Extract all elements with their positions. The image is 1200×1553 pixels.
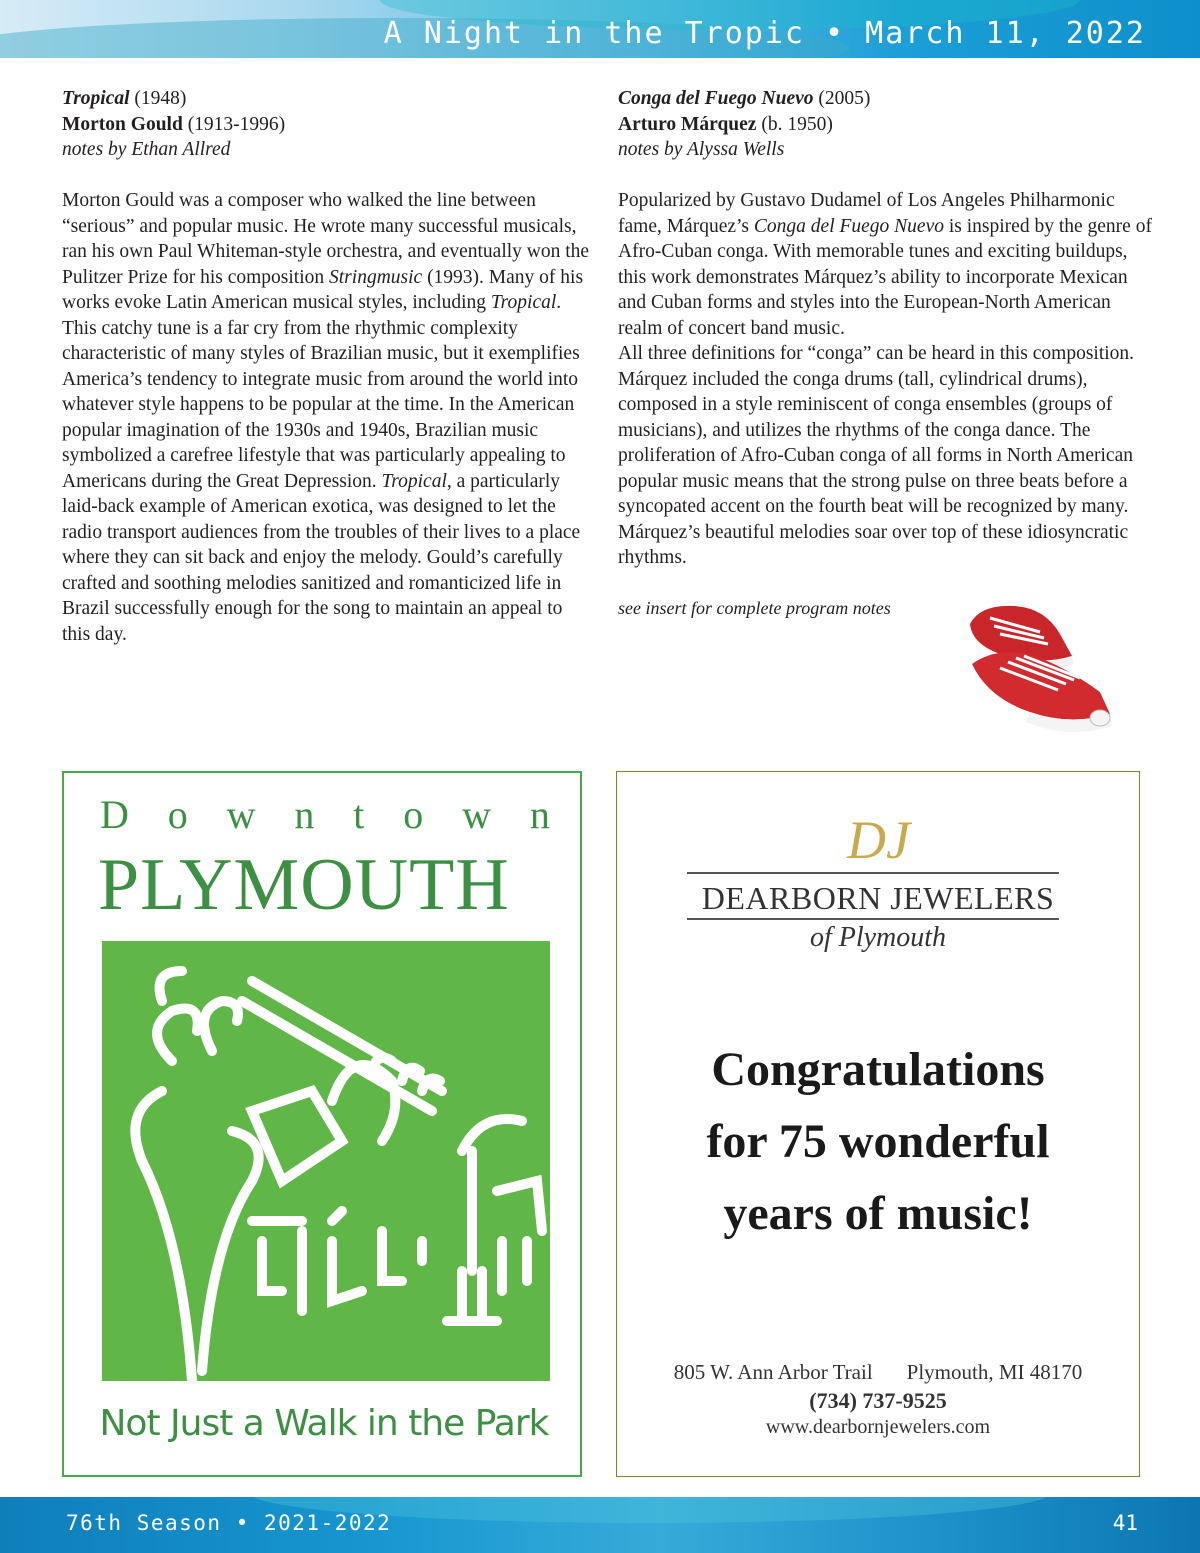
piece-heading — [62, 86, 592, 112]
composer-dates: (b. 1950) — [756, 113, 833, 135]
page-number: 41 — [1112, 1511, 1138, 1535]
notes-text: Popularized by Gustavo Dudamel of Los Angeles Philharmonic fame, Márquez’s — [618, 190, 1115, 237]
notes-text: is inspired by the genre of Afro-Cuban conga. With memorable tunes and exciting buildups, this work demonstrates Márquez’s ability to incorporate Mexican and Cuban forms and styles into the European-North American realm of concert band music. — [618, 215, 1152, 339]
dearborn-jewelers-ad — [616, 771, 1140, 1477]
notes-text: . This catchy tune is a far cry from the rhythmic complexity characteristic of many styles of Brazilian music, but it exemplifies America’s tendency to integrate music from around the world into whatever style happens to be popular at the time. In the American popular imagination of the 1930s and 1940s, Brazilian music symbolized a carefree lifestyle that was particularly appealing to Americans during the Great Depression. — [62, 292, 580, 492]
red-sneakers-image — [960, 594, 1120, 744]
downtown-letter: n — [529, 792, 550, 837]
downtown-plymouth-ad — [62, 771, 582, 1477]
city-state-zip: Plymouth, MI 48170 — [906, 1360, 1083, 1384]
congrats-line: years of music! — [723, 1187, 1033, 1240]
composer-name: Morton Gould — [62, 113, 183, 135]
piece-year: (2005) — [813, 88, 871, 109]
downtown-letter: o — [403, 792, 424, 837]
concert-title: A Night in the Tropic • March 11, 2022 — [383, 16, 1146, 51]
plymouth-tagline: Not Just a Walk in the Park — [99, 1403, 549, 1444]
piece-year: (1948) — [129, 88, 187, 109]
notes-text: , a particularly laid-back example of American exotica, was designed to let the radio transport audiences from the troubles of their lives to a place where they can sit back and enjoy the melody. Gould’s carefully crafted and soothing melodies sanitized and romanticized life in Brazil successfully enough for the song to maintain an appeal to this day. — [62, 470, 581, 645]
notes-body: All three definitions for “conga” can be heard in this composition. Márquez included the conga drums (tall, cylindrical drums), composed in a style reminiscent of conga ensembles (groups of musicians), and utilizes the rhythms of the conga dance. The proliferation of Afro-Cuban conga of all forms in North American popular music means that the strong pulse on three beats before a syncopated accent on the fourth beat will be recognized by many. Márquez’s beautiful melodies soar over top of these idiosyncratic rhythms. — [618, 343, 1135, 568]
downtown-letter: D — [100, 792, 129, 837]
jeweler-phone: (734) 737-9525 — [809, 1388, 947, 1413]
monogram-letters: DJ — [847, 810, 910, 870]
footer-band — [0, 1497, 1200, 1553]
downtown-wordmark — [100, 791, 550, 838]
downtown-letter: n — [294, 792, 315, 837]
congrats-line: Congratulations — [711, 1043, 1045, 1096]
piece-heading — [618, 86, 1158, 112]
notes-italic: Tropical — [490, 292, 557, 313]
divider-rule — [687, 872, 1059, 874]
park-illustration — [102, 941, 550, 1381]
congrats-line: for 75 wonderful — [706, 1115, 1050, 1168]
congratulations-message — [617, 1034, 1139, 1250]
notes-body — [62, 188, 592, 647]
composer-dates: (1913-1996) — [182, 113, 286, 135]
dj-monogram-logo — [839, 806, 919, 876]
program-notes-tropical — [62, 86, 592, 647]
plymouth-wordmark: PLYMOUTH — [98, 844, 510, 926]
see-insert-note: see insert for complete program notes — [618, 598, 891, 618]
notes-body — [618, 188, 1158, 341]
notes-italic: Stringmusic — [329, 266, 423, 288]
notes-italic: Conga del Fuego Nuevo — [753, 215, 944, 237]
divider-rule — [687, 918, 1059, 920]
notes-text: Morton Gould was a composer who walked the line between “serious” and popular music. He wrote many successful musicals, ran his own Paul Whiteman-style orchestra, and eventually won the Pulitzer Prize for his composition — [62, 190, 590, 288]
sneaker-front — [972, 652, 1112, 732]
composer-line — [62, 112, 592, 138]
header-band — [0, 0, 1200, 58]
program-notes-conga — [618, 86, 1158, 622]
piece-title: Conga del Fuego Nuevo — [618, 88, 814, 109]
jeweler-name: DEARBORN JEWELERS — [701, 880, 1055, 916]
downtown-letter: w — [226, 792, 256, 837]
jeweler-address — [617, 1360, 1139, 1385]
notes-text: (1993). Many of his works evoke Latin American musical styles, including — [62, 266, 584, 313]
jeweler-website: www.dearbornjewelers.com — [765, 1416, 991, 1438]
notes-italic: Tropical — [381, 470, 447, 492]
season-label: 76th Season • 2021-2022 — [66, 1511, 392, 1535]
downtown-letter: w — [462, 792, 492, 837]
downtown-letter: t — [353, 792, 365, 837]
piece-title: Tropical — [62, 88, 130, 109]
notes-author: notes by Ethan Allred — [62, 139, 231, 160]
composer-line — [618, 112, 1158, 138]
downtown-letter: o — [167, 792, 188, 837]
street-address: 805 W. Ann Arbor Trail — [673, 1360, 873, 1384]
composer-name: Arturo Márquez — [618, 113, 757, 135]
plymouth-logo-graphic — [102, 941, 550, 1381]
notes-author: notes by Alyssa Wells — [618, 139, 785, 160]
jeweler-subtitle: of Plymouth — [809, 922, 947, 953]
